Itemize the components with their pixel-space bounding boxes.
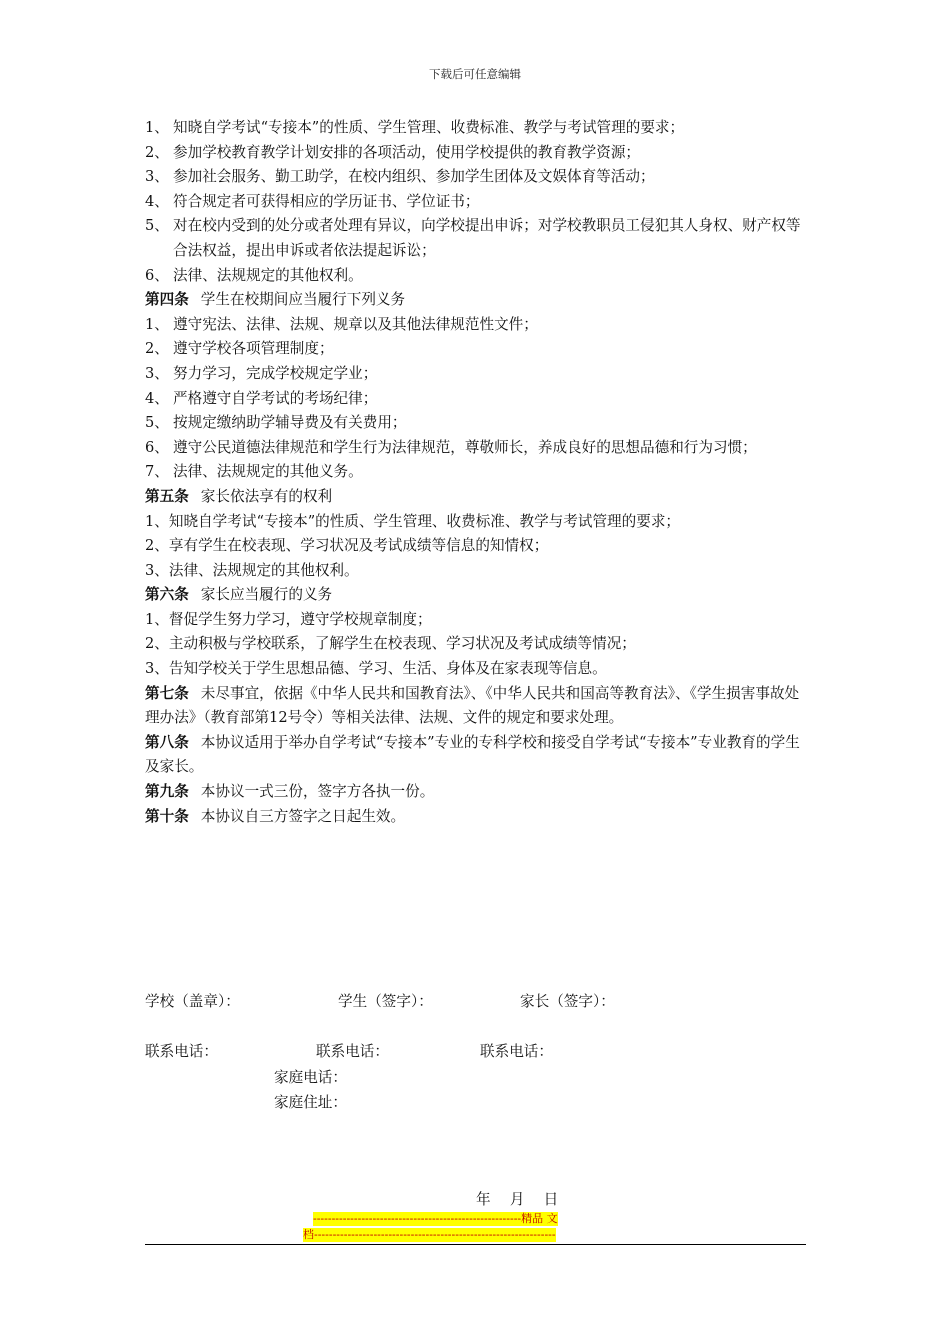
item-text: 享有学生在校表现、学习状况及考试成绩等信息的知情权； (168, 537, 549, 555)
article-text: 本协议适用于举办自学考试“专接本”专业的专科学校和接受自学考试“专接本”专业教育的学生及家长。 (145, 733, 800, 776)
student-phone-label: 联系电话： (316, 1043, 389, 1060)
item-number: 4、 (145, 389, 169, 407)
item-number: 6、 (145, 266, 169, 284)
list-item (145, 411, 810, 436)
list-item (145, 362, 810, 387)
article-label: 第十条 (145, 807, 189, 825)
article-text: 本协议一式三份，签字方各执一份。 (200, 783, 435, 801)
item-text: 努力学习，完成学校规定学业； (173, 364, 378, 382)
item-text: 主动积极与学校联系，了解学生在校表现、学习状况及考试成绩等情况； (168, 635, 636, 653)
item-text: 参加学校教育教学计划安排的各项活动，使用学校提供的教育教学资源； (173, 143, 641, 161)
item-text: 法律、法规规定的其他权利。 (168, 561, 359, 579)
item-text: 告知学校关于学生思想品德、学习、生活、身体及在家表现等信息。 (168, 660, 607, 678)
item-text: 遵守宪法、法律、法规、规章以及其他法律规范性文件； (173, 315, 538, 333)
article-5-heading (145, 485, 810, 510)
item-text: 严格遵守自学考试的考场纪律； (173, 389, 378, 407)
list-item (145, 657, 810, 682)
student-signature-label: 学生（签字）： (338, 993, 433, 1010)
list-item (145, 337, 810, 362)
item-number: 3、 (145, 364, 169, 382)
home-phone-label: 家庭电话： (274, 1069, 347, 1086)
article-6-heading (145, 583, 810, 608)
article-text: 家长应当履行的义务 (200, 586, 333, 604)
article-text: 学生在校期间应当履行下列义务 (200, 291, 406, 309)
school-phone-label: 联系电话： (145, 1043, 218, 1060)
list-item (145, 632, 810, 657)
list-item (145, 387, 810, 412)
list-item (145, 264, 810, 289)
list-item (145, 608, 810, 633)
home-address-label: 家庭住址： (274, 1094, 347, 1111)
item-text: 法律、法规规定的其他义务。 (173, 463, 363, 481)
item-number: 2、 (145, 537, 169, 555)
duties-list (145, 313, 810, 485)
list-item (145, 559, 810, 584)
article-label: 第九条 (145, 783, 189, 801)
list-item (145, 116, 810, 141)
item-number: 4、 (145, 192, 169, 210)
article-label: 第五条 (145, 487, 189, 505)
item-number: 6、 (145, 438, 169, 456)
item-number: 1、 (145, 512, 169, 530)
article-9 (145, 780, 810, 805)
list-item (145, 436, 810, 461)
footer-divider (145, 1244, 806, 1245)
list-item (145, 141, 810, 166)
rights-list (145, 116, 810, 288)
list-item (145, 190, 810, 215)
list-item (145, 165, 810, 190)
item-number: 2、 (145, 143, 169, 161)
item-number: 3、 (145, 168, 169, 186)
item-text: 符合规定者可获得相应的学历证书、学位证书； (173, 192, 480, 210)
item-text: 对在校内受到的处分或者处理有异议，向学校提出申诉；对学校教职员工侵犯其人身权、财产权等合法权益，提出申诉或者依法提起诉讼； (173, 217, 801, 259)
article-label: 第六条 (145, 586, 189, 604)
footer-watermark-line-1: --------------------------------------------------------精品 文 (313, 1212, 558, 1225)
parent-duties-list (145, 608, 810, 682)
article-4-heading (145, 288, 810, 313)
article-8 (145, 731, 810, 780)
article-7 (145, 682, 810, 731)
article-text: 未尽事宜，依据《中华人民共和国教育法》、《中华人民共和国高等教育法》、《学生损害事故处理办法》（教育部第12号令）等相关法律、法规、文件的规定和要求处理。 (145, 684, 800, 727)
item-number: 7、 (145, 463, 169, 481)
item-number: 1、 (145, 610, 169, 628)
item-number: 3、 (145, 561, 169, 579)
item-text: 督促学生努力学习，遵守学校规章制度； (168, 610, 432, 628)
item-number: 3、 (145, 660, 169, 678)
list-item (145, 460, 810, 485)
item-text: 参加社会服务、勤工助学，在校内组织、参加学生团体及文娱体育等活动； (173, 168, 655, 186)
item-text: 按规定缴纳助学辅导费及有关费用； (173, 414, 407, 432)
list-item (145, 534, 810, 559)
page-header: 下载后可任意编辑 (429, 67, 521, 81)
item-number: 2、 (145, 635, 169, 653)
footer-watermark-line-2: 档----------------------------------------------------------------- (303, 1228, 556, 1241)
item-number: 5、 (145, 414, 169, 432)
article-text: 本协议自三方签字之日起生效。 (200, 807, 406, 825)
item-number: 1、 (145, 315, 169, 333)
parent-rights-list (145, 510, 810, 584)
article-10 (145, 805, 810, 830)
item-text: 知晓自学考试“专接本”的性质、学生管理、收费标准、教学与考试管理的要求； (173, 119, 685, 136)
article-label: 第七条 (145, 684, 189, 702)
parent-signature-label: 家长（签字）： (520, 993, 615, 1010)
document-body (145, 116, 810, 829)
list-item (145, 510, 810, 535)
item-text: 遵守公民道德法律规范和学生行为法律规范，尊敬师长，养成良好的思想品德和行为习惯； (173, 438, 757, 456)
list-item (145, 313, 810, 338)
item-text: 遵守学校各项管理制度； (173, 340, 334, 358)
article-text: 家长依法享有的权利 (200, 487, 333, 505)
item-number: 5、 (145, 217, 169, 235)
school-seal-label: 学校（盖章）： (145, 993, 240, 1010)
article-label: 第四条 (145, 291, 189, 309)
date-line: 年 月 日 (476, 1191, 559, 1208)
list-item (145, 214, 810, 263)
item-text: 知晓自学考试“专接本”的性质、学生管理、收费标准、教学与考试管理的要求； (168, 512, 681, 530)
parent-phone-label: 联系电话： (480, 1043, 553, 1060)
item-number: 1、 (145, 119, 169, 136)
article-label: 第八条 (145, 733, 189, 751)
item-text: 法律、法规规定的其他权利。 (173, 266, 363, 284)
item-number: 2、 (145, 340, 169, 358)
